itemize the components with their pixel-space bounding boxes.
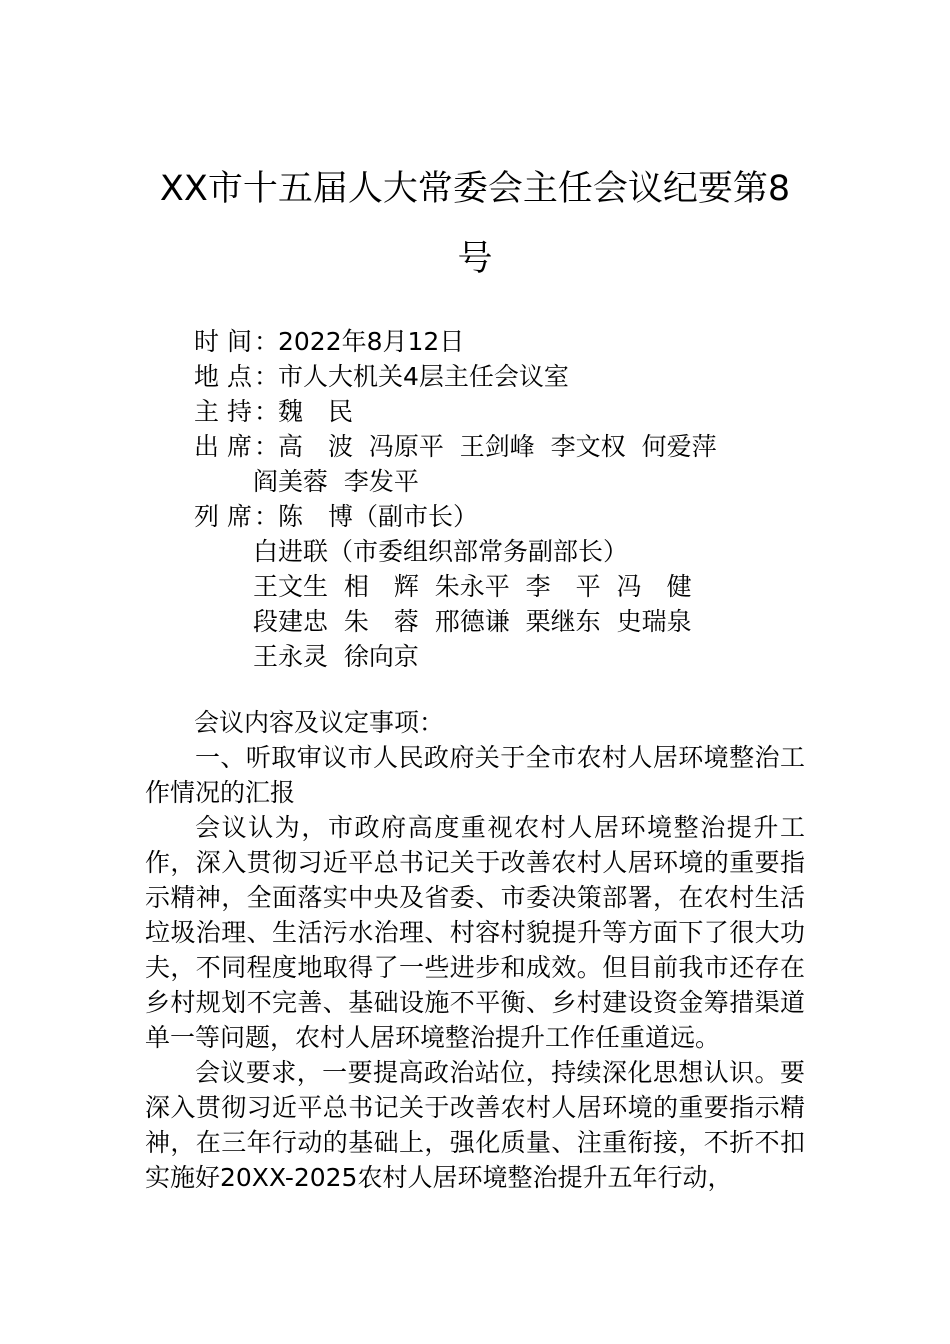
body-paragraph: 会议认为，市政府高度重视农村人居环境整治提升工作，深入贯彻习近平总书记关于改善农村人居环境的重要指示精神，全面落实中央及省委、市委决策部署，在农村生活垃圾治理、生活污水治理、村容村貌提升等方面下了很大功夫，不同程度地取得了一些进步和成效。但目前我市还存在乡村规划不完善、基础设施不平衡、乡村建设资金筹措渠道单一等问题，农村人居环境整治提升工作任重道远。 bbox=[145, 813, 805, 1052]
observers-row bbox=[194, 499, 814, 534]
time-value: 2022年8月12日 bbox=[278, 327, 465, 356]
observers-line: 陈 博（副市长） bbox=[278, 502, 479, 531]
place-value: 市人大机关4层主任会议室 bbox=[278, 362, 569, 391]
observers-line: 王永灵 徐向京 bbox=[253, 642, 419, 671]
content-intro: 会议内容及议定事项： bbox=[194, 708, 445, 737]
observers-line: 王文生 相 辉 朱永平 李 平 冯 健 bbox=[253, 572, 692, 601]
observers-line: 白进联（市委组织部常务副部长） bbox=[253, 537, 629, 566]
place-label: 地 点 bbox=[194, 362, 252, 391]
host-value: 魏 民 bbox=[278, 397, 354, 426]
time-colon: ： bbox=[254, 327, 280, 356]
meeting-content bbox=[145, 705, 805, 1195]
observers-colon: ： bbox=[254, 502, 280, 531]
attendees-label: 出 席 bbox=[194, 432, 252, 461]
host-label: 主 持 bbox=[194, 397, 252, 426]
attendees-line: 高 波 冯原平 王剑峰 李文权 何爱萍 bbox=[278, 432, 717, 461]
meeting-host-row bbox=[194, 394, 814, 429]
observers-label: 列 席 bbox=[194, 502, 252, 531]
meeting-time-row bbox=[194, 324, 814, 359]
document-title: XX市十五届人大常委会主任会议纪要第8号 bbox=[159, 169, 791, 279]
attendees-line: 阎美蓉 李发平 bbox=[253, 467, 419, 496]
host-colon: ： bbox=[254, 397, 280, 426]
attendees-colon: ： bbox=[254, 432, 280, 461]
place-colon: ： bbox=[254, 362, 280, 391]
time-label: 时 间 bbox=[194, 327, 252, 356]
meeting-place-row bbox=[194, 359, 814, 394]
section-heading: 一、听取审议市人民政府关于全市农村人居环境整治工作情况的汇报 bbox=[145, 743, 805, 807]
meeting-info bbox=[194, 324, 814, 674]
body-paragraph: 会议要求，一要提高政治站位，持续深化思想认识。要深入贯彻习近平总书记关于改善农村人居环境的重要指示精神，在三年行动的基础上，强化质量、注重衔接，不折不扣实施好20XX-2025农村人居环境整治提升五年行动， bbox=[145, 1058, 805, 1192]
observers-line: 段建忠 朱 蓉 邢德谦 栗继东 史瑞泉 bbox=[253, 607, 692, 636]
attendees-row bbox=[194, 429, 814, 464]
